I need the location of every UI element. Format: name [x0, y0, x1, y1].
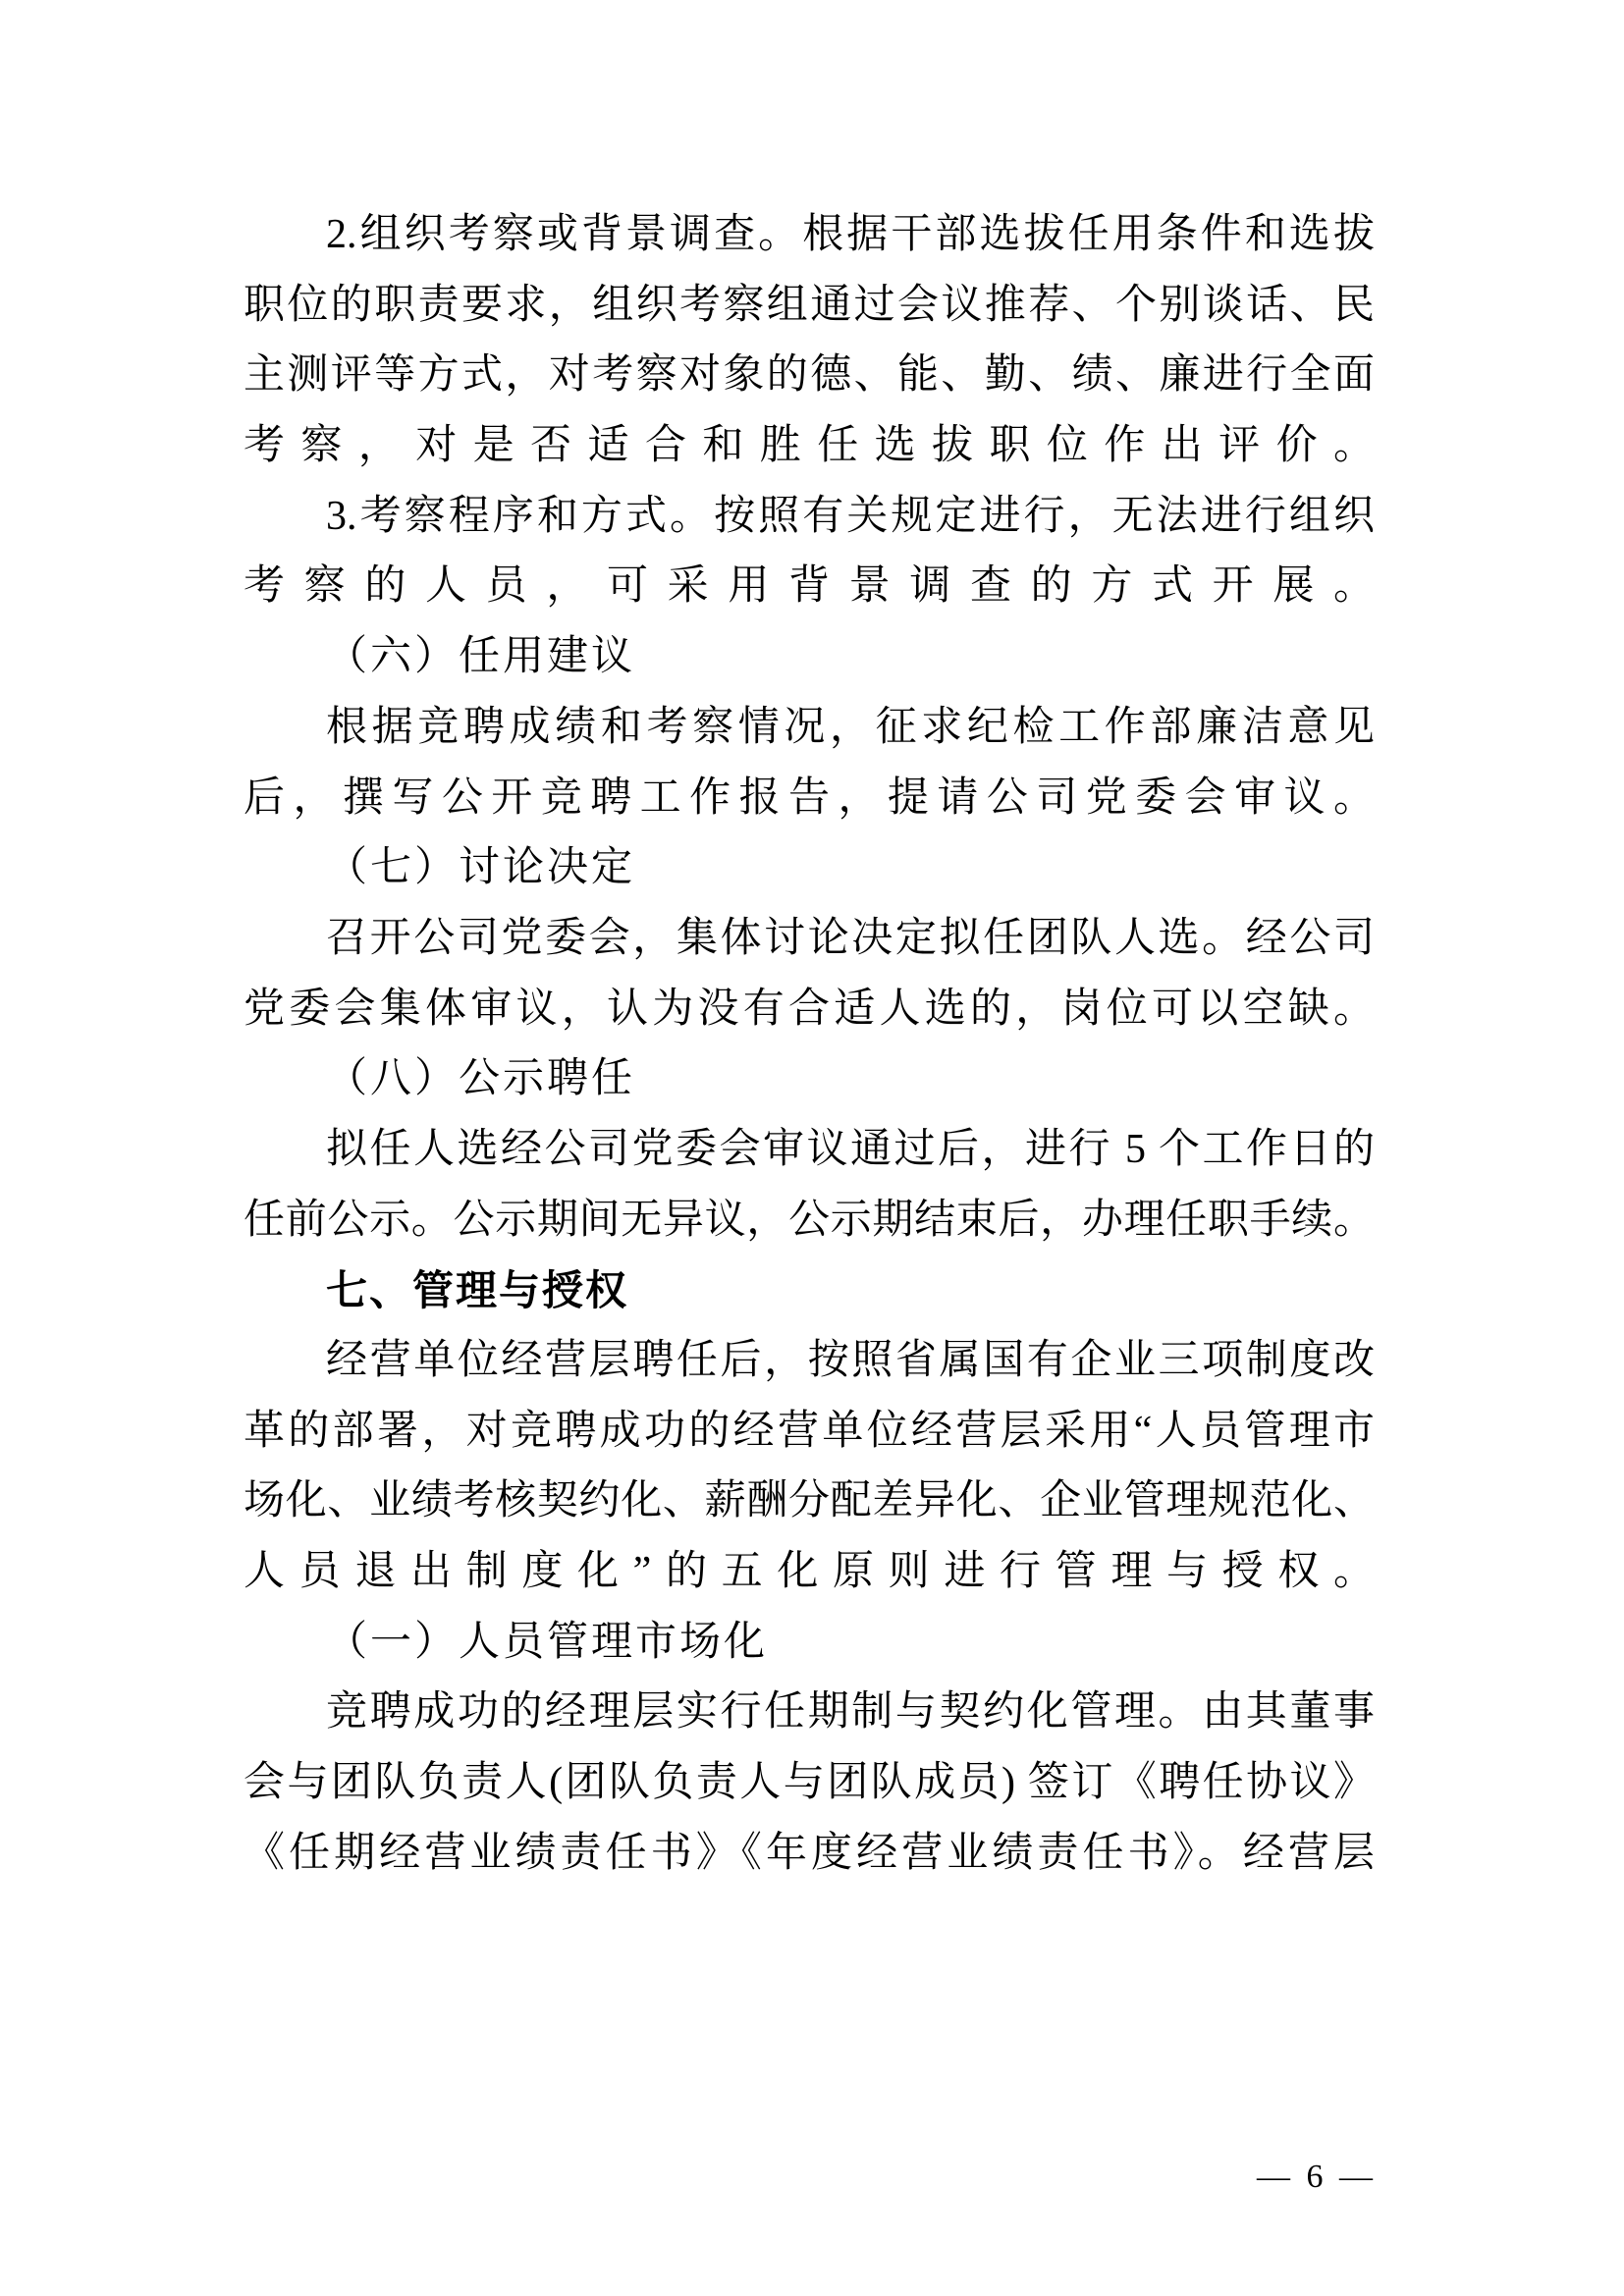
text-line: （八）公示聘任	[326, 1056, 636, 1102]
text-line: 主测评等方式，对考察对象的德、能、勤、绩、廉进行全面	[244, 352, 1375, 399]
text-line: 后，撰写公开竞聘工作报告，提请公司党委会审议。	[244, 774, 1375, 821]
text-line: 革的部署，对竞聘成功的经营单位经营层采用“人员管理市	[244, 1408, 1375, 1454]
text-line: 考察的人员，可采用背景调查的方式开展。	[244, 563, 1375, 610]
text-line: 党委会集体审议，认为没有合适人选的，岗位可以空缺。	[244, 986, 1375, 1032]
paragraph	[244, 200, 1375, 482]
text-line: 七、管理与授权	[326, 1267, 629, 1314]
text-line: 考察，对是否适合和胜任选拔职位作出评价。	[244, 423, 1375, 469]
text-line: 场化、业绩考核契约化、薪酬分配差异化、企业管理规范化、	[244, 1478, 1375, 1524]
text-line: （七）讨论决定	[326, 845, 636, 891]
chapter-heading	[244, 1255, 1375, 1326]
text-line: （一）人员管理市场化	[326, 1619, 769, 1665]
text-column	[244, 200, 1375, 1890]
text-line: （六）任用建议	[326, 634, 636, 680]
section-heading	[244, 622, 1375, 693]
text-line: 拟任人选经公司党委会审议通过后，进行 5 个工作日的	[326, 1126, 1375, 1172]
text-line: 《任期经营业绩责任书》《年度经营业绩责任书》。经营层	[244, 1830, 1375, 1876]
text-line: 召开公司党委会，集体讨论决定拟任团队人选。经公司	[326, 915, 1375, 961]
text-line: 人员退出制度化”的五化原则进行管理与授权。	[244, 1549, 1375, 1595]
section-heading	[244, 833, 1375, 904]
page-number: — 6 —	[1257, 2159, 1377, 2195]
text-line: 竞聘成功的经理层实行任期制与契约化管理。由其董事	[326, 1689, 1375, 1735]
paragraph	[244, 904, 1375, 1044]
paragraph	[244, 1326, 1375, 1608]
text-line: 会与团队负责人(团队负责人与团队成员) 签订《聘任协议》	[244, 1760, 1375, 1806]
paragraph	[244, 482, 1375, 622]
section-heading	[244, 1608, 1375, 1679]
paragraph	[244, 693, 1375, 833]
section-heading	[244, 1044, 1375, 1115]
text-line: 2.组织考察或背景调查。根据干部选拔任用条件和选拔	[326, 212, 1375, 257]
text-line: 3.考察程序和方式。按照有关规定进行，无法进行组织	[326, 493, 1375, 539]
paragraph	[244, 1678, 1375, 1889]
paragraph	[244, 1115, 1375, 1255]
text-line: 根据竞聘成绩和考察情况，征求纪检工作部廉洁意见	[326, 704, 1375, 750]
text-line: 职位的职责要求，组织考察组通过会议推荐、个别谈话、民	[244, 282, 1375, 328]
text-line: 任前公示。公示期间无异议，公示期结束后，办理任职手续。	[244, 1197, 1375, 1243]
text-line: 经营单位经营层聘任后，按照省属国有企业三项制度改	[326, 1338, 1375, 1383]
